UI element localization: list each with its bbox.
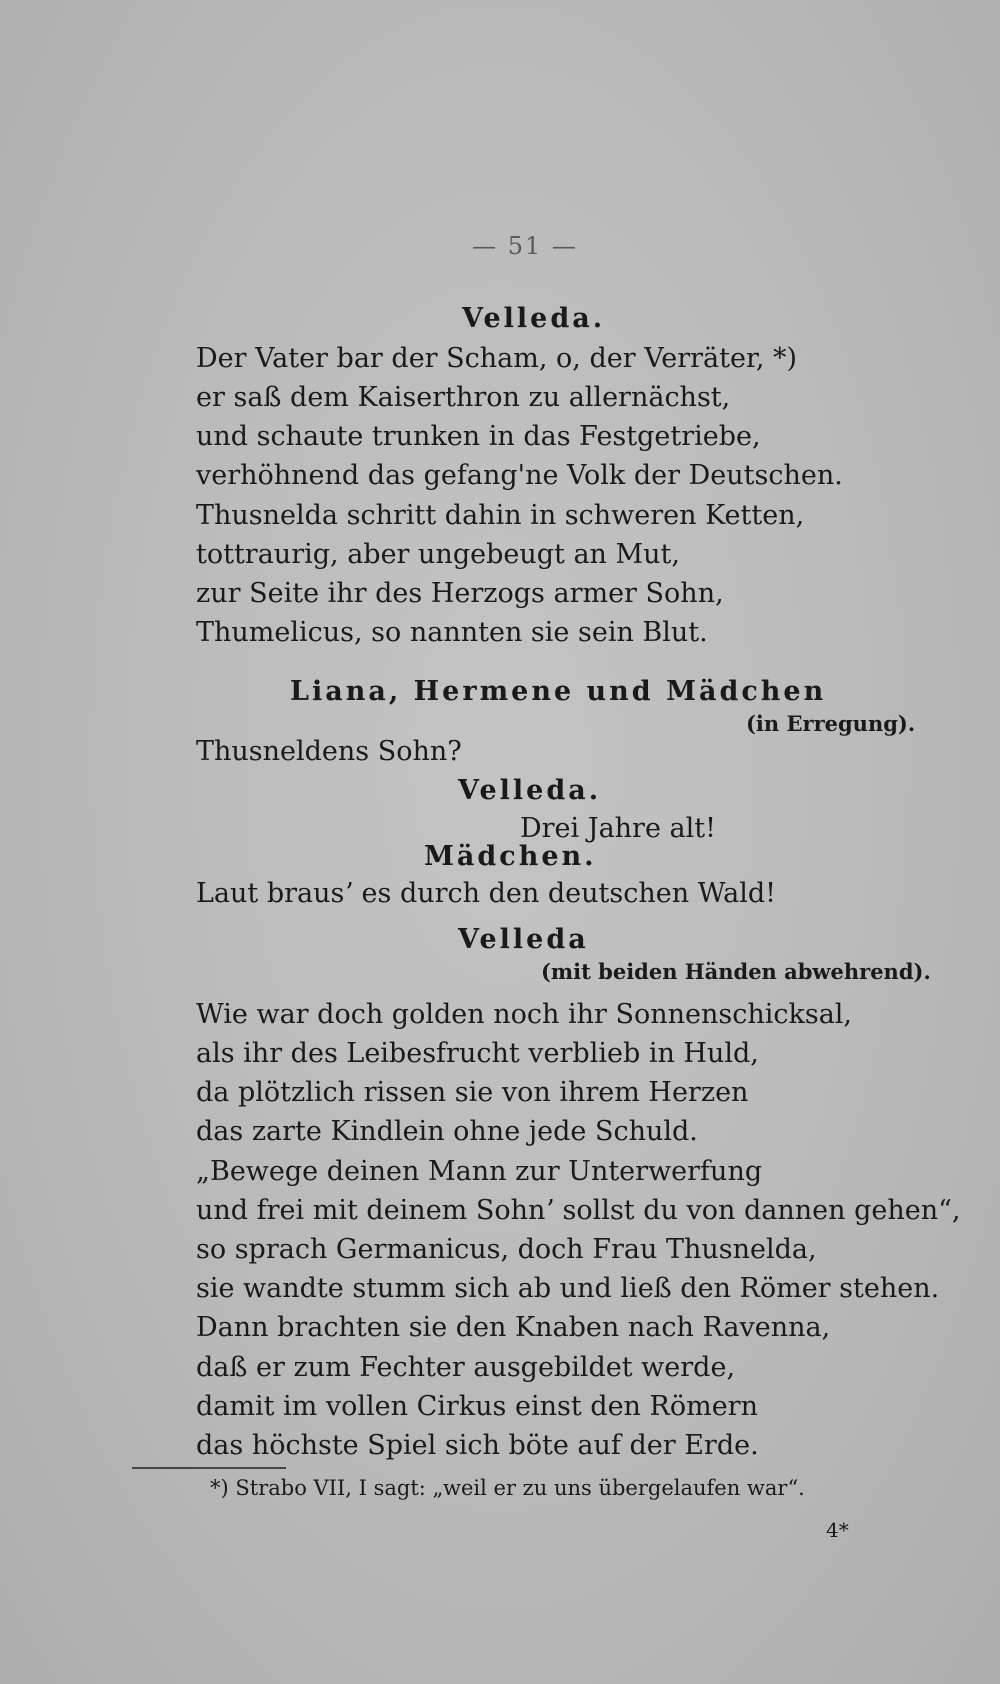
speaker-velleda: Velleda <box>458 924 589 955</box>
verse-line: tottraurig, aber ungebeugt an Mut, <box>196 539 680 570</box>
verse-line: Der Vater bar der Scham, o, der Verräter, *) <box>196 343 798 374</box>
speaker-maedchen: Mädchen. <box>424 841 597 872</box>
verse-line: Dann brachten sie den Knaben nach Ravenna, <box>196 1312 831 1343</box>
verse-line: das höchste Spiel sich böte auf der Erde. <box>196 1430 759 1461</box>
verse-line: Wie war doch golden noch ihr Sonnenschicksal, <box>196 999 853 1030</box>
dialogue-line: Laut brausʼ es durch den deutschen Wald! <box>196 878 776 909</box>
footnote: *) Strabo VII, I sagt: „weil er zu uns übergelaufen war“. <box>210 1476 805 1500</box>
verse-line: damit im vollen Cirkus einst den Römern <box>196 1391 758 1422</box>
verse-line: da plötzlich rissen sie von ihrem Herzen <box>196 1077 749 1108</box>
speaker-liana-hermene-maedchen: Liana, Hermene und Mädchen <box>290 676 827 707</box>
printer-signature: 4* <box>826 1518 849 1542</box>
stage-direction: (mit beiden Händen abwehrend). <box>541 959 931 984</box>
speaker-velleda: Velleda. <box>462 303 606 334</box>
verse-line: verhöhnend das gefang'ne Volk der Deutschen. <box>196 460 843 491</box>
verse-line: und frei mit deinem Sohnʼ sollst du von dannen gehen“, <box>196 1195 961 1226</box>
verse-line: daß er zum Fechter ausgebildet werde, <box>196 1352 736 1383</box>
verse-line: er saß dem Kaiserthron zu allernächst, <box>196 382 731 413</box>
verse-line: als ihr des Leibesfrucht verblieb in Huld, <box>196 1038 759 1069</box>
verse-line: so sprach Germanicus, doch Frau Thusnelda, <box>196 1234 817 1265</box>
verse-line: das zarte Kindlein ohne jede Schuld. <box>196 1116 698 1147</box>
verse-line: Thusnelda schritt dahin in schweren Ketten, <box>196 500 805 531</box>
stage-direction: (in Erregung). <box>746 711 916 736</box>
dialogue-line: Drei Jahre alt! <box>520 813 716 844</box>
dialogue-line: Thusneldens Sohn? <box>196 736 462 767</box>
page-number: — 51 — <box>472 232 578 260</box>
footnote-divider <box>132 1467 286 1469</box>
verse-line: zur Seite ihr des Herzogs armer Sohn, <box>196 578 724 609</box>
speaker-velleda: Velleda. <box>458 775 602 806</box>
verse-line: „Bewege deinen Mann zur Unterwerfung <box>196 1156 763 1187</box>
verse-line: und schaute trunken in das Festgetriebe, <box>196 421 761 452</box>
verse-line: Thumelicus, so nannten sie sein Blut. <box>196 617 708 648</box>
verse-line: sie wandte stumm sich ab und ließ den Römer stehen. <box>196 1273 940 1304</box>
